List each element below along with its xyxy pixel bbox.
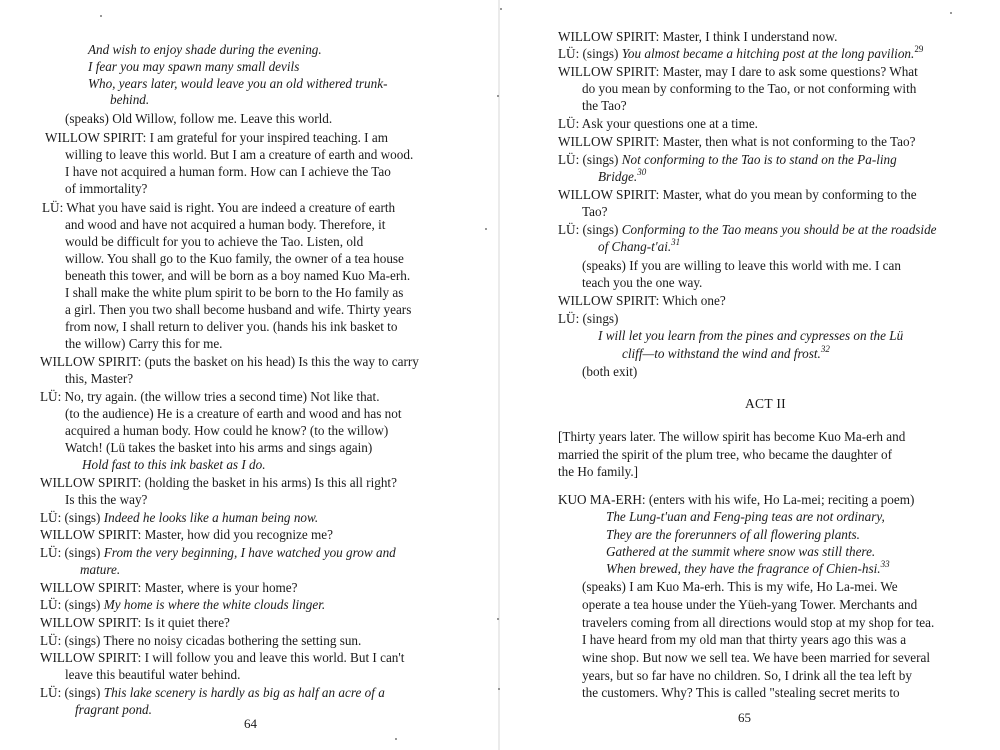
text-line: I have not acquired a human form. How can I achieve the Tao: [65, 164, 391, 179]
footnote-ref: 29: [914, 43, 924, 54]
scan-speck: [500, 8, 502, 10]
sung-text: Not conforming to the Tao is to stand on the Pa-ling: [621, 152, 897, 167]
text-line: WILLOW SPIRIT: Master, where is your home?: [40, 580, 298, 595]
scan-speck: [497, 95, 499, 97]
text-line: I will let you learn from the pines and cypresses on the Lü: [598, 328, 904, 343]
text-line: the customers. Why? This is called "stealing secret merits to: [582, 685, 900, 700]
text-line: would be difficult for you to achieve the Tao. Listen, old: [65, 234, 364, 249]
right-page: [500, 0, 1000, 750]
text-line: of immortality?: [65, 181, 148, 196]
text-line: LÜ: Ask your questions one at a time.: [558, 116, 758, 131]
text-line: teach you the one way.: [582, 275, 703, 290]
footnote-ref: 32: [820, 343, 830, 354]
text-line: behind.: [110, 92, 150, 107]
scan-speck: [950, 12, 952, 14]
text-line: (both exit): [582, 364, 638, 379]
text-line: WILLOW SPIRIT: I am grateful for your inspired teaching. I am: [45, 130, 388, 145]
text-line: LÜ: (sings) Not conforming to the Tao is to stand on the Pa-ling: [558, 152, 897, 167]
text-line: LÜ: (sings) My home is where the white clouds linger.: [40, 597, 326, 612]
sung-text: My home is where the white clouds linger.: [103, 597, 326, 612]
text-line: And wish to enjoy shade during the evening.: [88, 42, 322, 57]
text-line: WILLOW SPIRIT: Master, I think I understand now.: [558, 29, 838, 44]
scan-speck: [100, 15, 102, 17]
text-line: beneath this tower, and will be born as a boy named Kuo Ma-erh.: [65, 268, 411, 283]
text-line: They are the forerunners of all flowering plants.: [606, 527, 860, 542]
text-line: travelers coming from all directions would stop at my shop for tea.: [582, 615, 935, 630]
right-page-number: 65: [738, 710, 751, 725]
text-line: willing to leave this world. But I am a creature of earth and wood.: [65, 147, 414, 162]
sung-text: Indeed he looks like a human being now.: [103, 510, 319, 525]
text-line: LÜ: (sings) There no noisy cicadas bothering the setting sun.: [40, 633, 362, 648]
act-heading: ACT II: [745, 396, 786, 411]
sung-text: You almost became a hitching post at the long pavilion.: [621, 46, 915, 61]
text-line: LÜ: (sings) From the very beginning, I have watched you grow and: [40, 545, 396, 560]
footnote-ref: 33: [880, 558, 890, 569]
text-line: WILLOW SPIRIT: (puts the basket on his head) Is this the way to carry: [40, 354, 419, 369]
text-line: this, Master?: [65, 371, 134, 386]
sung-text: This lake scenery is hardly as big as half an acre of a: [103, 685, 385, 700]
text-line: cliff—to withstand the wind and frost.$^{32}$: [622, 343, 830, 361]
text-line: (to the audience) He is a creature of earth and wood and has not: [65, 406, 402, 421]
text-line: acquired a human body. How could he know? (to the willow): [65, 423, 389, 438]
text-line: WILLOW SPIRIT: I will follow you and leave this world. But I can't: [40, 650, 405, 665]
text-line: (speaks) I am Kuo Ma-erh. This is my wife, Ho La-mei. We: [582, 579, 898, 594]
sung-text: From the very beginning, I have watched you grow and: [103, 545, 396, 560]
text-line: Is this the way?: [65, 492, 148, 507]
text-line: WILLOW SPIRIT: (holding the basket in his arms) Is this all right?: [40, 475, 397, 490]
text-line: WILLOW SPIRIT: Master, what do you mean by conforming to the: [558, 187, 917, 202]
text-line: [Thirty years later. The willow spirit has become Kuo Ma-erh and: [558, 429, 906, 444]
text-line: LÜ: (sings) You almost became a hitching post at the long pavilion.$^{29}$: [558, 43, 924, 61]
text-line: of Chang-t'ai.$^{31}$: [598, 236, 681, 254]
text-line: The Lung-t'uan and Feng-ping teas are not ordinary,: [606, 509, 885, 524]
text-line: Gathered at the summit where snow was still there.: [606, 544, 876, 559]
text-line: operate a tea house under the Yüeh-yang Tower. Merchants and: [582, 597, 918, 612]
text-line: the willow) Carry this for me.: [65, 336, 223, 351]
text-line: WILLOW SPIRIT: Master, then what is not conforming to the Tao?: [558, 134, 916, 149]
scan-speck: [498, 688, 500, 690]
text-line: I shall make the white plum spirit to be born to the Ho family as: [65, 285, 404, 300]
text-line: LÜ: (sings) Indeed he looks like a human being now.: [40, 510, 319, 525]
text-line: WILLOW SPIRIT: Which one?: [558, 293, 726, 308]
text-line: years, but so far have no children. So, I drink all the tea left by: [582, 668, 912, 683]
text-line: Bridge.$^{30}$: [598, 166, 647, 184]
text-line: WILLOW SPIRIT: Master, how did you recognize me?: [40, 527, 334, 542]
text-line: LÜ: (sings) Conforming to the Tao means you should be at the roadside: [558, 222, 937, 237]
text-line: WILLOW SPIRIT: Is it quiet there?: [40, 615, 230, 630]
text-line: LÜ: (sings): [558, 311, 619, 326]
text-line: leave this beautiful water behind.: [65, 667, 241, 682]
text-line: KUO MA-ERH: (enters with his wife, Ho La-mei; reciting a poem): [558, 492, 915, 507]
text-line: and wood and have not acquired a human body. Therefore, it: [65, 217, 386, 232]
text-line: fragrant pond.: [75, 702, 152, 717]
text-line: Watch! (Lü takes the basket into his arms and sings again): [65, 440, 373, 455]
text-line: the Tao?: [582, 98, 627, 113]
text-line: When brewed, they have the fragrance of Chien-hsi.$^{33}$: [606, 558, 890, 576]
text-line: wine shop. But now we sell tea. We have been married for several: [582, 650, 931, 665]
text-line: WILLOW SPIRIT: Master, may I dare to ask some questions? What: [558, 64, 918, 79]
text-line: willow. You shall go to the Kuo family, the owner of a tea house: [65, 251, 404, 266]
scan-speck: [395, 738, 397, 740]
footnote-ref: 30: [637, 166, 647, 177]
text-line: do you mean by conforming to the Tao, or not conforming with: [582, 81, 917, 96]
left-page-number: 64: [244, 716, 257, 731]
sung-text: Conforming to the Tao means you should be at the roadside: [621, 222, 937, 237]
text-line: mature.: [80, 562, 121, 577]
text-line: I fear you may spawn many small devils: [88, 59, 300, 74]
text-line: married the spirit of the plum tree, who became the daughter of: [558, 447, 892, 462]
text-line: (speaks) Old Willow, follow me. Leave this world.: [65, 111, 333, 126]
text-line: I have heard from my old man that thirty years ago this was a: [582, 632, 907, 647]
text-line: LÜ: (sings) This lake scenery is hardly as big as half an acre of a: [40, 685, 385, 700]
text-line: Hold fast to this ink basket as I do.: [82, 457, 266, 472]
text-line: Tao?: [582, 204, 608, 219]
footnote-ref: 31: [671, 236, 681, 247]
text-line: the Ho family.]: [558, 464, 639, 479]
text-line: LÜ: No, try again. (the willow tries a second time) Not like that.: [40, 389, 380, 404]
scan-speck: [497, 618, 499, 620]
text-line: (speaks) If you are willing to leave this world with me. I can: [582, 258, 901, 273]
text-line: a girl. Then you two shall become husband and wife. Thirty years: [65, 302, 412, 317]
text-line: LÜ: What you have said is right. You are indeed a creature of earth: [42, 200, 396, 215]
text-line: from now, I shall return to deliver you. (hands his ink basket to: [65, 319, 398, 334]
text-line: Who, years later, would leave you an old withered trunk-: [88, 76, 388, 91]
scan-speck: [485, 228, 487, 230]
